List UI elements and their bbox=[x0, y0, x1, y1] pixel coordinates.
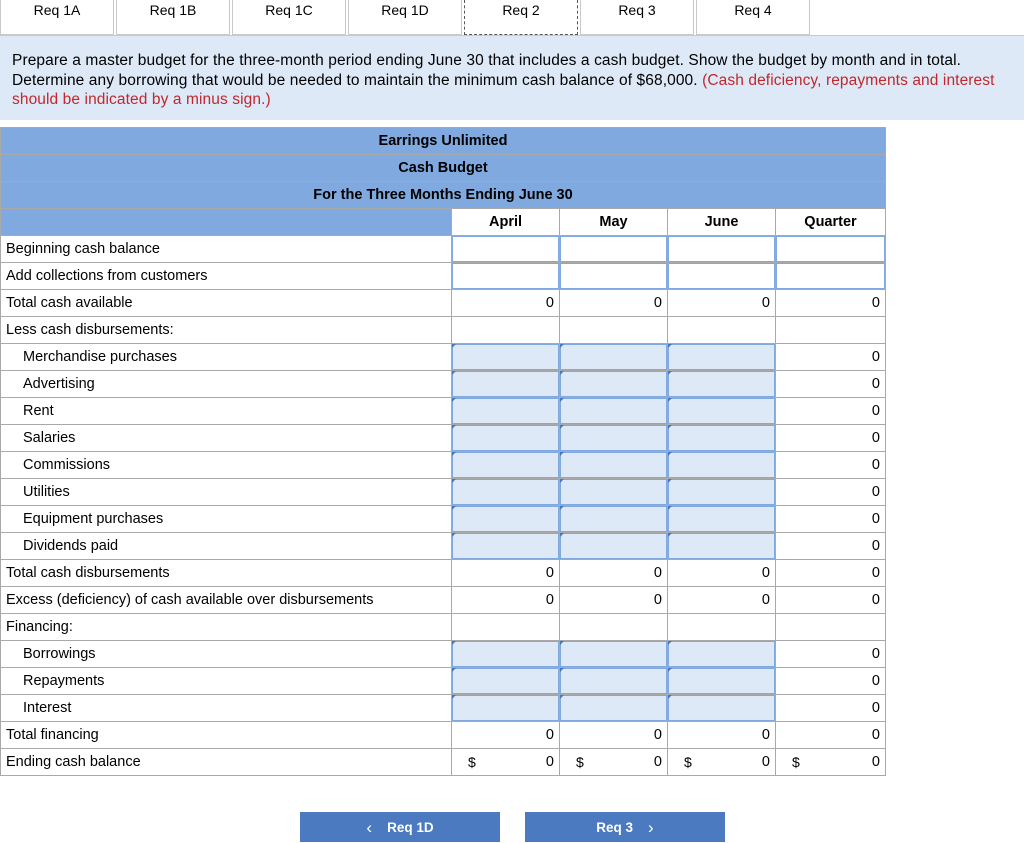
row-equipment bbox=[1, 506, 886, 533]
total-fin-quarter: 0 bbox=[776, 722, 886, 749]
excess-june: 0 bbox=[668, 587, 776, 614]
row-label: Borrowings bbox=[1, 641, 452, 668]
next-req-label: Req 3 bbox=[596, 820, 634, 835]
statement-period: For the Three Months Ending June 30 bbox=[1, 182, 886, 209]
row-label: Repayments bbox=[1, 668, 452, 695]
row-beginning-cash bbox=[1, 236, 886, 263]
borrowings-may-input[interactable] bbox=[560, 641, 667, 667]
currency-symbol: $ bbox=[468, 754, 476, 770]
commissions-may-input[interactable] bbox=[560, 452, 667, 478]
row-dividends bbox=[1, 533, 886, 560]
company-name: Earrings Unlimited bbox=[1, 128, 886, 155]
row-label: Interest bbox=[1, 695, 452, 722]
row-utilities bbox=[1, 479, 886, 506]
total-fin-april: 0 bbox=[452, 722, 560, 749]
borrowings-april-input[interactable] bbox=[452, 641, 559, 667]
row-label: Advertising bbox=[1, 371, 452, 398]
merchandise-april-input[interactable] bbox=[452, 344, 559, 370]
excess-may: 0 bbox=[560, 587, 668, 614]
col-quarter-header: Quarter bbox=[776, 209, 886, 236]
excess-april: 0 bbox=[452, 587, 560, 614]
row-label: Financing: bbox=[1, 614, 452, 641]
instructions-note: (Cash deficiency, repayments and interest should be indicated by a minus sign.) bbox=[12, 71, 995, 108]
repayments-april-input[interactable] bbox=[452, 668, 559, 694]
dividends-june-input[interactable] bbox=[668, 533, 775, 559]
tab-req-1c[interactable]: Req 1C bbox=[232, 0, 346, 35]
row-financing bbox=[1, 614, 886, 641]
row-total-available bbox=[1, 290, 886, 317]
interest-april-input[interactable] bbox=[452, 695, 559, 721]
advertising-may-input[interactable] bbox=[560, 371, 667, 397]
row-label: Salaries bbox=[1, 425, 452, 452]
total-fin-june: 0 bbox=[668, 722, 776, 749]
row-salaries bbox=[1, 425, 886, 452]
utilities-april-input[interactable] bbox=[452, 479, 559, 505]
salaries-quarter: 0 bbox=[776, 425, 886, 452]
row-label: Utilities bbox=[1, 479, 452, 506]
row-label: Total cash disbursements bbox=[1, 560, 452, 587]
dividends-may-input[interactable] bbox=[560, 533, 667, 559]
prev-req-label: Req 1D bbox=[387, 820, 434, 835]
interest-june-input[interactable] bbox=[668, 695, 775, 721]
row-label: Less cash disbursements: bbox=[1, 317, 452, 344]
total-disb-may: 0 bbox=[560, 560, 668, 587]
row-ending-cash bbox=[1, 749, 886, 776]
beginning-cash-april-input[interactable] bbox=[452, 236, 559, 262]
total-available-quarter: 0 bbox=[776, 290, 886, 317]
row-merchandise bbox=[1, 344, 886, 371]
interest-may-input[interactable] bbox=[560, 695, 667, 721]
row-repayments bbox=[1, 668, 886, 695]
total-fin-may: 0 bbox=[560, 722, 668, 749]
row-label: Total cash available bbox=[1, 290, 452, 317]
next-req-button[interactable] bbox=[525, 812, 725, 842]
total-disb-june: 0 bbox=[668, 560, 776, 587]
ending-april: 0 bbox=[545, 754, 554, 770]
tab-req-1d[interactable]: Req 1D bbox=[348, 0, 462, 35]
row-total-disbursements bbox=[1, 560, 886, 587]
total-available-may: 0 bbox=[560, 290, 668, 317]
rent-may-input[interactable] bbox=[560, 398, 667, 424]
merchandise-may-input[interactable] bbox=[560, 344, 667, 370]
ending-june: 0 bbox=[761, 754, 770, 770]
currency-symbol: $ bbox=[684, 754, 692, 770]
interest-quarter: 0 bbox=[776, 695, 886, 722]
row-commissions bbox=[1, 452, 886, 479]
ending-may: 0 bbox=[653, 754, 662, 770]
instructions-panel bbox=[0, 36, 1024, 120]
salaries-april-input[interactable] bbox=[452, 425, 559, 451]
row-label: Beginning cash balance bbox=[1, 236, 452, 263]
repayments-may-input[interactable] bbox=[560, 668, 667, 694]
tab-req-1b[interactable]: Req 1B bbox=[116, 0, 230, 35]
beginning-cash-quarter-input[interactable] bbox=[776, 236, 885, 262]
advertising-june-input[interactable] bbox=[668, 371, 775, 397]
statement-title: Cash Budget bbox=[1, 155, 886, 182]
commissions-april-input[interactable] bbox=[452, 452, 559, 478]
ending-quarter: 0 bbox=[871, 754, 880, 770]
tab-req-1a[interactable]: Req 1A bbox=[0, 0, 114, 35]
total-available-june: 0 bbox=[668, 290, 776, 317]
row-interest bbox=[1, 695, 886, 722]
prev-req-button[interactable] bbox=[300, 812, 500, 842]
row-total-financing bbox=[1, 722, 886, 749]
equipment-may-input[interactable] bbox=[560, 506, 667, 532]
chevron-left-icon: ‹ bbox=[366, 818, 373, 837]
row-label: Excess (deficiency) of cash available over disbursements bbox=[1, 587, 452, 614]
advertising-quarter: 0 bbox=[776, 371, 886, 398]
row-rent bbox=[1, 398, 886, 425]
collections-april-input[interactable] bbox=[452, 263, 559, 289]
rent-june-input[interactable] bbox=[668, 398, 775, 424]
chevron-right-icon: › bbox=[648, 818, 654, 837]
row-label: Ending cash balance bbox=[1, 749, 452, 776]
row-borrowings bbox=[1, 641, 886, 668]
tab-req-2[interactable]: Req 2 bbox=[464, 0, 578, 35]
salaries-june-input[interactable] bbox=[668, 425, 775, 451]
utilities-quarter: 0 bbox=[776, 479, 886, 506]
beginning-cash-june-input[interactable] bbox=[668, 236, 775, 262]
row-excess bbox=[1, 587, 886, 614]
instructions-text: Prepare a master budget for the three-month period ending June 30 that includes a cash budget. Show the budget by month and in total. Determine any borrowing that would be needed to maintain the minimum cash balance of $68,000. bbox=[12, 52, 962, 89]
total-available-april: 0 bbox=[452, 290, 560, 317]
excess-quarter: 0 bbox=[776, 587, 886, 614]
equipment-quarter: 0 bbox=[776, 506, 886, 533]
borrowings-june-input[interactable] bbox=[668, 641, 775, 667]
row-less-disbursements bbox=[1, 317, 886, 344]
repayments-quarter: 0 bbox=[776, 668, 886, 695]
col-may-header: May bbox=[560, 209, 668, 236]
commissions-june-input[interactable] bbox=[668, 452, 775, 478]
rent-april-input[interactable] bbox=[452, 398, 559, 424]
col-june-header: June bbox=[668, 209, 776, 236]
row-label: Equipment purchases bbox=[1, 506, 452, 533]
row-label: Rent bbox=[1, 398, 452, 425]
collections-quarter-input[interactable] bbox=[776, 263, 885, 289]
tab-req-3[interactable]: Req 3 bbox=[580, 0, 694, 35]
merchandise-quarter: 0 bbox=[776, 344, 886, 371]
equipment-april-input[interactable] bbox=[452, 506, 559, 532]
borrowings-quarter: 0 bbox=[776, 641, 886, 668]
label-header-blank bbox=[1, 209, 452, 236]
cash-budget-table bbox=[0, 127, 886, 776]
utilities-june-input[interactable] bbox=[668, 479, 775, 505]
rent-quarter: 0 bbox=[776, 398, 886, 425]
requirement-tabs bbox=[0, 0, 1024, 36]
total-disb-quarter: 0 bbox=[776, 560, 886, 587]
row-label: Add collections from customers bbox=[1, 263, 452, 290]
commissions-quarter: 0 bbox=[776, 452, 886, 479]
row-label: Merchandise purchases bbox=[1, 344, 452, 371]
dividends-quarter: 0 bbox=[776, 533, 886, 560]
repayments-june-input[interactable] bbox=[668, 668, 775, 694]
currency-symbol: $ bbox=[792, 754, 800, 770]
row-label: Commissions bbox=[1, 452, 452, 479]
row-label: Dividends paid bbox=[1, 533, 452, 560]
row-label: Total financing bbox=[1, 722, 452, 749]
beginning-cash-may-input[interactable] bbox=[560, 236, 667, 262]
row-advertising bbox=[1, 371, 886, 398]
advertising-april-input[interactable] bbox=[452, 371, 559, 397]
collections-june-input[interactable] bbox=[668, 263, 775, 289]
dividends-april-input[interactable] bbox=[452, 533, 559, 559]
merchandise-june-input[interactable] bbox=[668, 344, 775, 370]
row-collections bbox=[1, 263, 886, 290]
equipment-june-input[interactable] bbox=[668, 506, 775, 532]
currency-symbol: $ bbox=[576, 754, 584, 770]
total-disb-april: 0 bbox=[452, 560, 560, 587]
salaries-may-input[interactable] bbox=[560, 425, 667, 451]
collections-may-input[interactable] bbox=[560, 263, 667, 289]
col-april-header: April bbox=[452, 209, 560, 236]
utilities-may-input[interactable] bbox=[560, 479, 667, 505]
tab-req-4[interactable]: Req 4 bbox=[696, 0, 810, 35]
